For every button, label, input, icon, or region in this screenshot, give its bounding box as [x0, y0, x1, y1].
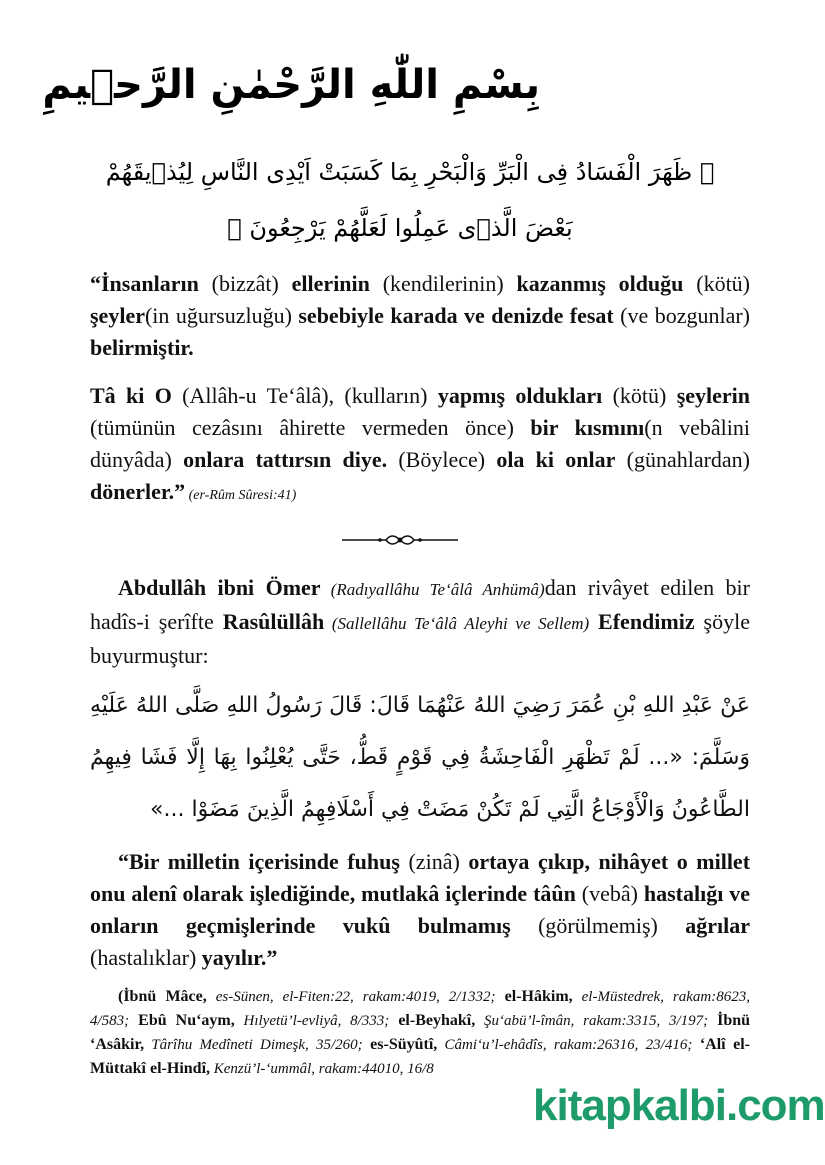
- text-segment: (ve bozgunlar): [613, 303, 750, 328]
- bold-segment: şeyler: [90, 303, 145, 328]
- text-segment: (vebâ): [575, 881, 644, 906]
- ayah-translation-2-text: [90, 383, 750, 504]
- bold-segment: bir kısmını: [530, 415, 645, 440]
- italic-segment: Şu‘abü’l-îmân, rakam:3315, 3/197;: [475, 1013, 709, 1029]
- bold-segment: ağrılar: [685, 913, 750, 938]
- text-segment: (görülmemiş): [510, 913, 686, 938]
- text-segment: (kendilerinin): [369, 271, 517, 296]
- text-segment: (bizzât): [198, 271, 292, 296]
- bold-segment: “İnsanların: [90, 271, 199, 296]
- text-segment: (kötü): [602, 383, 677, 408]
- watermark: [533, 1065, 825, 1145]
- bold-segment: es-Süyûtî,: [362, 1036, 438, 1053]
- bold-segment: Abdullâh ibni Ömer: [118, 575, 321, 600]
- ayah-translation-2: [90, 380, 750, 512]
- italic-segment: (Sallellâhu Te‘âlâ Aleyhi ve Sellem): [324, 614, 590, 633]
- text-segment: (tümünün cezâsını âhirette vermeden önce): [90, 415, 531, 440]
- text-segment: (günahlardan): [615, 447, 751, 472]
- italic-segment: Târîhu Medîneti Dimeşk, 35/260;: [144, 1037, 363, 1053]
- bold-segment: şeylerin: [676, 383, 751, 408]
- bold-segment: ola ki onlar: [496, 447, 616, 472]
- italic-segment: (Radıyallâhu Te‘âlâ Anhümâ): [320, 580, 545, 599]
- bold-segment: el-Hâkim,: [495, 988, 573, 1005]
- text-segment: (Böylece): [387, 447, 497, 472]
- bold-segment: İbnü ‘Asâkir,: [90, 1012, 751, 1053]
- bold-segment: onlara tattırsın diye.: [183, 447, 388, 472]
- italic-segment: el-Müstedrek, rakam:8623, 4/583;: [90, 989, 750, 1029]
- text-segment: (n vebâlini dünyâda): [90, 415, 750, 472]
- watermark-text: kitapkalbi.com: [533, 1081, 825, 1130]
- ayah-translation-1: [90, 268, 750, 364]
- text-segment: (zinâ): [399, 849, 469, 874]
- bold-segment: dönerler.”: [90, 479, 186, 504]
- bold-segment: Rasûlüllâh: [222, 609, 325, 634]
- bold-segment: el-Beyhakî,: [389, 1012, 476, 1029]
- ayah-arabic-line-1: ﴿ ظَهَرَ الْفَسَادُ فِى الْبَرِّ وَالْبَحْرِ بِمَا كَسَبَتْ اَيْدِى النَّاسِ لِيُذ۪يقَهُمْ: [105, 158, 715, 186]
- bold-segment: kazanmış olduğu: [516, 271, 684, 296]
- ayah-source: (er-Rûm Sûresi:41): [185, 488, 297, 503]
- italic-segment: Hılyetü’l-evliyâ, 8/333;: [234, 1013, 390, 1029]
- hadith-translation: [90, 846, 750, 974]
- bold-segment: ellerinin: [291, 271, 370, 296]
- bold-segment: Ebû Nu‘aym,: [129, 1012, 235, 1029]
- text-segment: şöyle buyurmuştur:: [90, 609, 750, 668]
- text-segment: dan rivâyet edilen bir hadîs-i şerîfte: [90, 575, 750, 634]
- bold-segment: yapmış oldukları: [437, 383, 603, 408]
- basmala-calligraphy: بِسْمِ اللّٰهِ الرَّحْمٰنِ الرَّح۪يمِ: [42, 62, 540, 108]
- bold-segment: yayılır.”: [201, 945, 278, 970]
- bold-segment: (İbnü Mâce,: [118, 988, 207, 1005]
- bold-segment: sebebiyle karada ve denizde fesat: [298, 303, 614, 328]
- italic-segment: Kenzü’l-‘ummâl, rakam:44010, 16/8: [210, 1061, 434, 1077]
- text-segment: (Allâh-u Te‘âlâ), (kulların): [171, 383, 438, 408]
- italic-segment: es-Sünen, el-Fiten:22, rakam:4019, 2/1332;: [206, 989, 496, 1005]
- ornament-divider: [340, 528, 460, 552]
- bold-segment: belirmiştir.: [90, 335, 194, 360]
- text-segment: (hastalıklar): [90, 945, 202, 970]
- bold-segment: Tâ ki O: [90, 383, 172, 408]
- bold-segment: Efendimiz: [589, 609, 695, 634]
- bold-segment: “Bir milletin içerisinde fuhuş: [118, 849, 400, 874]
- ayah-arabic-line-2: بَعْضَ الَّذ۪ى عَمِلُوا لَعَلَّهُمْ يَرْجِعُونَ ﴾: [227, 214, 573, 242]
- text-segment: (in uğursuzluğu): [144, 303, 299, 328]
- hadith-arabic: عَنْ عَبْدِ اللهِ بْنِ عُمَرَ رَضِيَ اللهُ عَنْهُمَا قَالَ: قَالَ رَسُولُ اللهِ صَلَّى اللهُ عَلَيْهِ وَسَلَّمَ: «... لَمْ تَظْهَرِ الْفَاحِشَةُ فِي قَوْمٍ قَطُّ، حَتَّى يُعْلِنُوا بِهَا إِلَّا فَشَا فِيهِمُ الطَّاعُونُ وَالْأَوْجَاعُ الَّتِي لَمْ تَكُنْ مَضَتْ فِي أَسْلَافِهِمُ الَّذِينَ مَضَوْا ...»: [90, 693, 750, 822]
- bold-segment: hastalığı ve onların geçmişlerinde vukû bulmamış: [90, 881, 751, 938]
- hadith-intro: [90, 572, 750, 672]
- bold-segment: ortaya çıkıp, nihâyet o millet onu alenî olarak işlediğinde, mutlakâ içlerinde tâûn: [90, 849, 751, 906]
- text-segment: (kötü): [683, 271, 751, 296]
- italic-segment: Câmi‘u’l-ehâdîs, rakam:26316, 23/416;: [437, 1037, 693, 1053]
- bold-segment: ‘Alî el-Müttakî el-Hindî,: [90, 1036, 750, 1077]
